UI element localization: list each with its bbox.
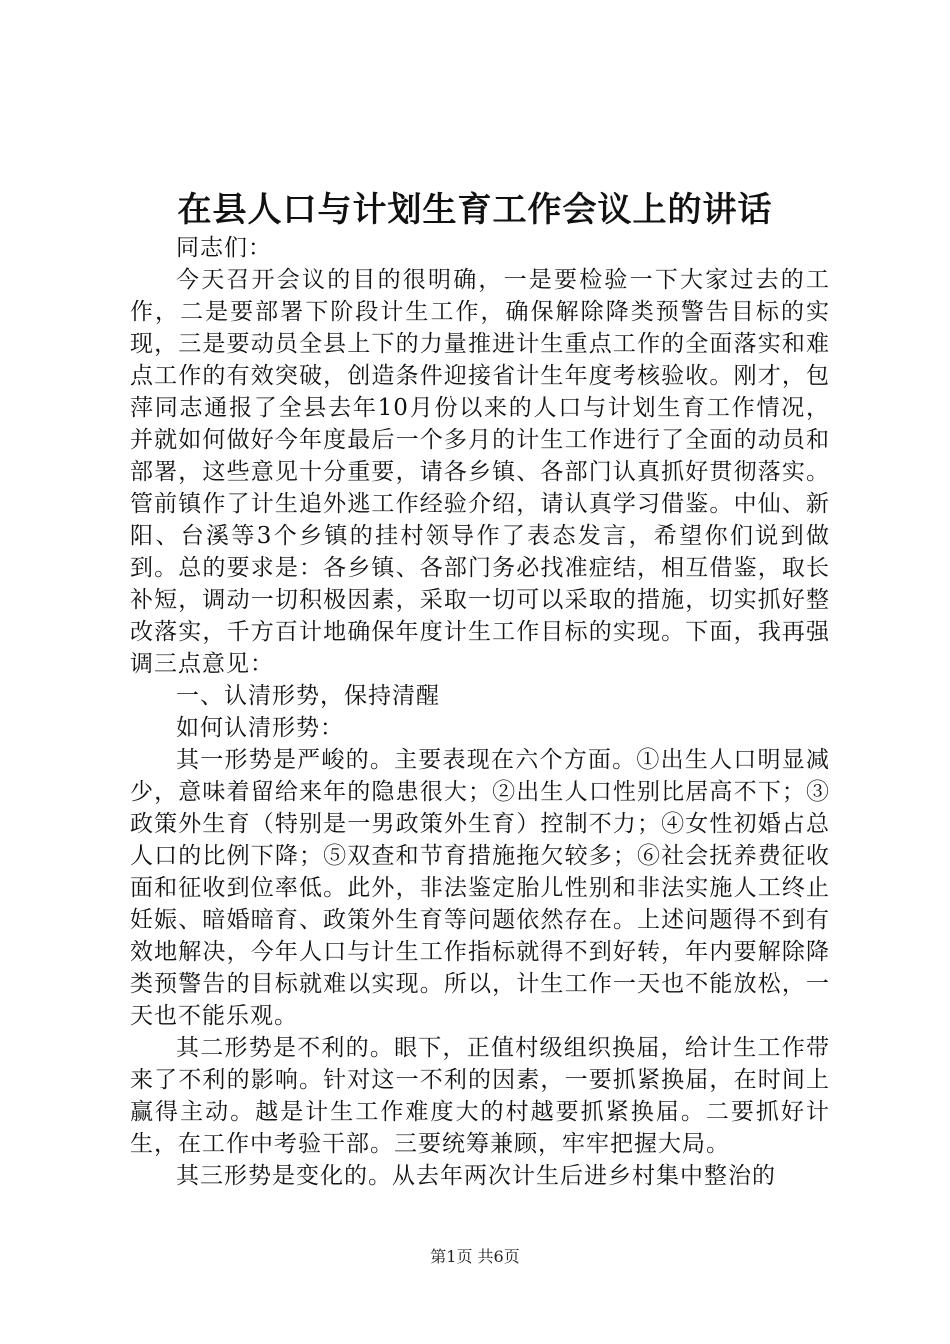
body-paragraph: 如何认清形势： [176,715,344,741]
body-paragraph: 其二形势是不利的。眼下，正值村级组织换届，给计生工作带来了不利的影响。针对这一不利的因素，一要抓紧换届，在时间上赢得主动。越是计生工作难度大的村越要抓紧换届。二要抓好计生，在工作中考验干部。三要统筹兼顾，牢牢把握大局。 [130,1035,830,1157]
section-heading: 一、认清形势，保持清醒 [176,683,440,709]
body-paragraph: 其一形势是严峻的。主要表现在六个方面。①出生人口明显减少，意味着留给来年的隐患很大；②出生人口性别比居高不下；③政策外生育（特别是一男政策外生育）控制不力；④女性初婚占总人口的比例下降；⑤双查和节育措施拖欠较多；⑥社会抚养费征收面和征收到位率低。此外，非法鉴定胎儿性别和非法实施人工终止妊娠、暗婚暗育、政策外生育等问题依然存在。上述问题得不到有效地解决，今年人口与计生工作指标就得不到好转，年内要解除降类预警告的目标就难以实现。所以，计生工作一天也不能放松，一天也不能乐观。 [130,747,830,1029]
body-paragraph: 今天召开会议的目的很明确，一是要检验一下大家过去的工作，二是要部署下阶段计生工作，确保解除降类预警告目标的实现，三是要动员全县上下的力量推进计生重点工作的全面落实和难点工作的有效突破，创造条件迎接省计生年度考核验收。刚才，包萍同志通报了全县去年10月份以来的人口与计划生育工作情况，并就如何做好今年度最后一个多月的计生工作进行了全面的动员和部署，这些意见十分重要，请各乡镇、各部门认真抓好贯彻落实。管前镇作了计生追外逃工作经验介绍，请认真学习借鉴。中仙、新阳、台溪等3个乡镇的挂村领导作了表态发言，希望你们说到做到。总的要求是：各乡镇、各部门务必找准症结，相互借鉴，取长补短，调动一切积极因素，采取一切可以采取的措施，切实抓好整改落实，千方百计地确保年度计生工作目标的实现。下面，我再强调三点意见： [130,267,830,677]
body-paragraph: 其三形势是变化的。从去年两次计生后进乡村集中整治的 [176,1163,776,1189]
document-title: 在县人口与计划生育工作会议上的讲话 [177,190,773,230]
document-body [130,232,830,1192]
page-footer: 第1页 共6页 [430,1247,520,1266]
salutation: 同志们： [176,235,272,261]
